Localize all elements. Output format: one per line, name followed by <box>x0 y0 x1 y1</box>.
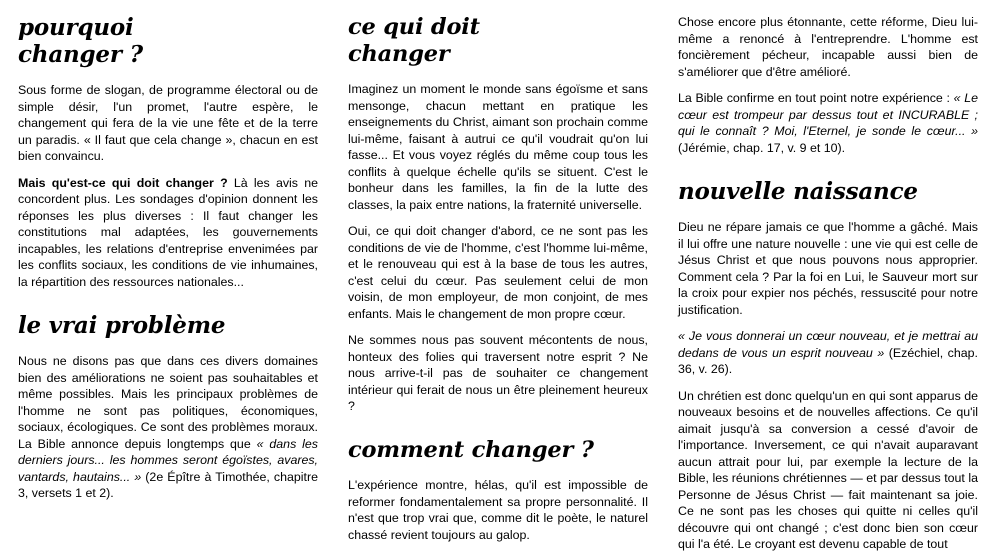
para-mid-2: Oui, ce qui doit changer d'abord, ce ne sont pas les conditions de vie de l'homme, c'est l'homme lui-même, et le renouveau qui est à la base de tous les autres, c'est celui du cœur. Pas seulement celui de mon voisin, de mon employeur, de mon conjoint, de mes enfants. Mais le changement de mon propre cœur. <box>348 224 648 321</box>
column-layout <box>18 14 982 556</box>
heading-line-1: comment changer ? <box>348 436 594 463</box>
para-right-2-body: La Bible confirme en tout point notre expérience : <box>678 91 950 105</box>
para-left-4-quote: « dans les derniers jours... les hommes seront égoïstes, avares, vantards, hautains... » <box>18 436 318 484</box>
para-left-3 <box>18 353 318 502</box>
heading-nouvelle-naissance <box>678 178 978 205</box>
para-left-2-body: Là les avis ne concordent plus. Les sondages d'opinion donnent les réponses les plus diverses : Il faut changer les constitutions mal adaptées, les gouvernements incapables, les relations d'entreprise envenimées par les conflits sociaux, les conditions de vie inhumaines, la répartition des ressources nationales... <box>18 175 318 289</box>
heading-le-vrai-probleme <box>18 312 318 339</box>
heading-line-2: changer <box>348 40 450 67</box>
para-right-3-quote: « Le cœur est trompeur par dessus tout et INCURABLE ; qui le connaît ? Moi, l'Eternel, je sonde le cœur... » <box>678 91 978 138</box>
heading-line-2: changer ? <box>18 41 143 69</box>
heading-pourquoi-changer <box>18 14 318 68</box>
heading-line-1: pourquoi <box>18 14 134 41</box>
para-left-1: Sous forme de slogan, de programme électoral ou de simple désir, l'un promet, l'autre espère, le changement qui fera de la vie une fête et de la terre un paradis. « Il faut que cela change », chacun en est bien convaincu. <box>18 83 318 164</box>
column-right <box>678 14 978 556</box>
para-right-5 <box>678 328 978 378</box>
para-left-3-body: Nous ne disons pas que dans ces divers domaines bien des améliorations ne soient pas souhaitables et même possibles. Mais les principaux problèmes de l'homme ne sont pas politiques, économiques, sociaux, écologiques. Ce sont des problèmes moraux. La Bible annonce depuis longtemps que <box>18 354 318 451</box>
para-mid-3: Ne sommes nous pas souvent mécontents de nous, honteux des folies qui traversent notre esprit ? Ne nous arrive-t-il pas de souhaiter ce changement intérieur qui ferait de nous un être pleinement heureux ? <box>348 333 648 414</box>
column-middle <box>348 14 648 556</box>
para-right-6: Un chrétien est donc quelqu'un en qui sont apparus de nouveaux besoins et de nouvelles affections. Ce qu'il aimait jusqu'à sa conversion a cessé d'avoir de l'importance. Inversement, ce qui n'avait auparavant aucun attrait pour lui, par exemple la lecture de la Bible, les réunions chrétiennes — et par dessus tout la Personne de Jésus Christ — fait maintenant sa joie. Ce ne sont pas les choses qui quitte ni celles qu'il découvre qui ont changé ; c'est donc bien son cœur qui l'a été. Le croyant est devenu capable de tout <box>678 388 978 552</box>
para-left-2-lead: Mais qu'est-ce qui doit changer ? <box>18 175 228 190</box>
para-mid-4: L'expérience montre, hélas, qu'il est impossible de reformer fondamentalement sa propre personnalité. Il n'est que trop vrai que, comme dit le poète, le naturel chassé revient toujours au galop. <box>348 478 648 542</box>
heading-line-1: le vrai problème <box>18 312 226 340</box>
heading-line-1: nouvelle naissance <box>678 178 918 205</box>
para-right-3-ref: (Jérémie, chap. 17, v. 9 et 10). <box>678 140 846 155</box>
para-left-2 <box>18 175 318 291</box>
heading-comment-changer <box>348 437 648 464</box>
para-right-2 <box>678 90 978 156</box>
para-right-1: Chose encore plus étonnante, cette réforme, Dieu lui-même a renoncé à l'entreprendre. L'homme est foncièrement pécheur, incapable aussi bien de s'améliorer que d'être amélioré. <box>678 15 978 79</box>
para-right-5-quote: « Je vous donnerai un cœur nouveau, et je mettrai au dedans de vous un esprit nouveau » <box>678 329 978 360</box>
para-right-5-ref: (Ezéchiel, chap. 36, v. 26). <box>678 345 978 377</box>
heading-ce-qui-doit-changer <box>348 14 648 67</box>
para-mid-1: Imaginez un moment le monde sans égoïsme et sans mensonge, chacun mettant en pratique les enseignements du Christ, aimant son prochain comme lui-même, faisant à autrui ce qu'il voudrait qu'on lui fasse... Et vous voyez réglés du même coup tous les conflits à quelque échelle qu'ils se situent. C'est le bonheur dans les familles, la fin de la lutte des classes, la paix entre nations, la fraternité universelle. <box>348 82 648 212</box>
heading-line-1: ce qui doit <box>348 14 480 40</box>
para-left-4-ref: (2e Épître à Timothée, chapitre 3, versets 1 et 2). <box>18 469 319 501</box>
column-left <box>18 14 318 556</box>
para-right-4: Dieu ne répare jamais ce que l'homme a gâché. Mais il lui offre une nature nouvelle : une vie qui est celle de Jésus Christ et que nous pouvons nous approprier. Comment cela ? Par la foi en Lui, le Sauveur mort sur la croix pour expier nos péchés, ressuscité pour notre justification. <box>678 220 978 317</box>
